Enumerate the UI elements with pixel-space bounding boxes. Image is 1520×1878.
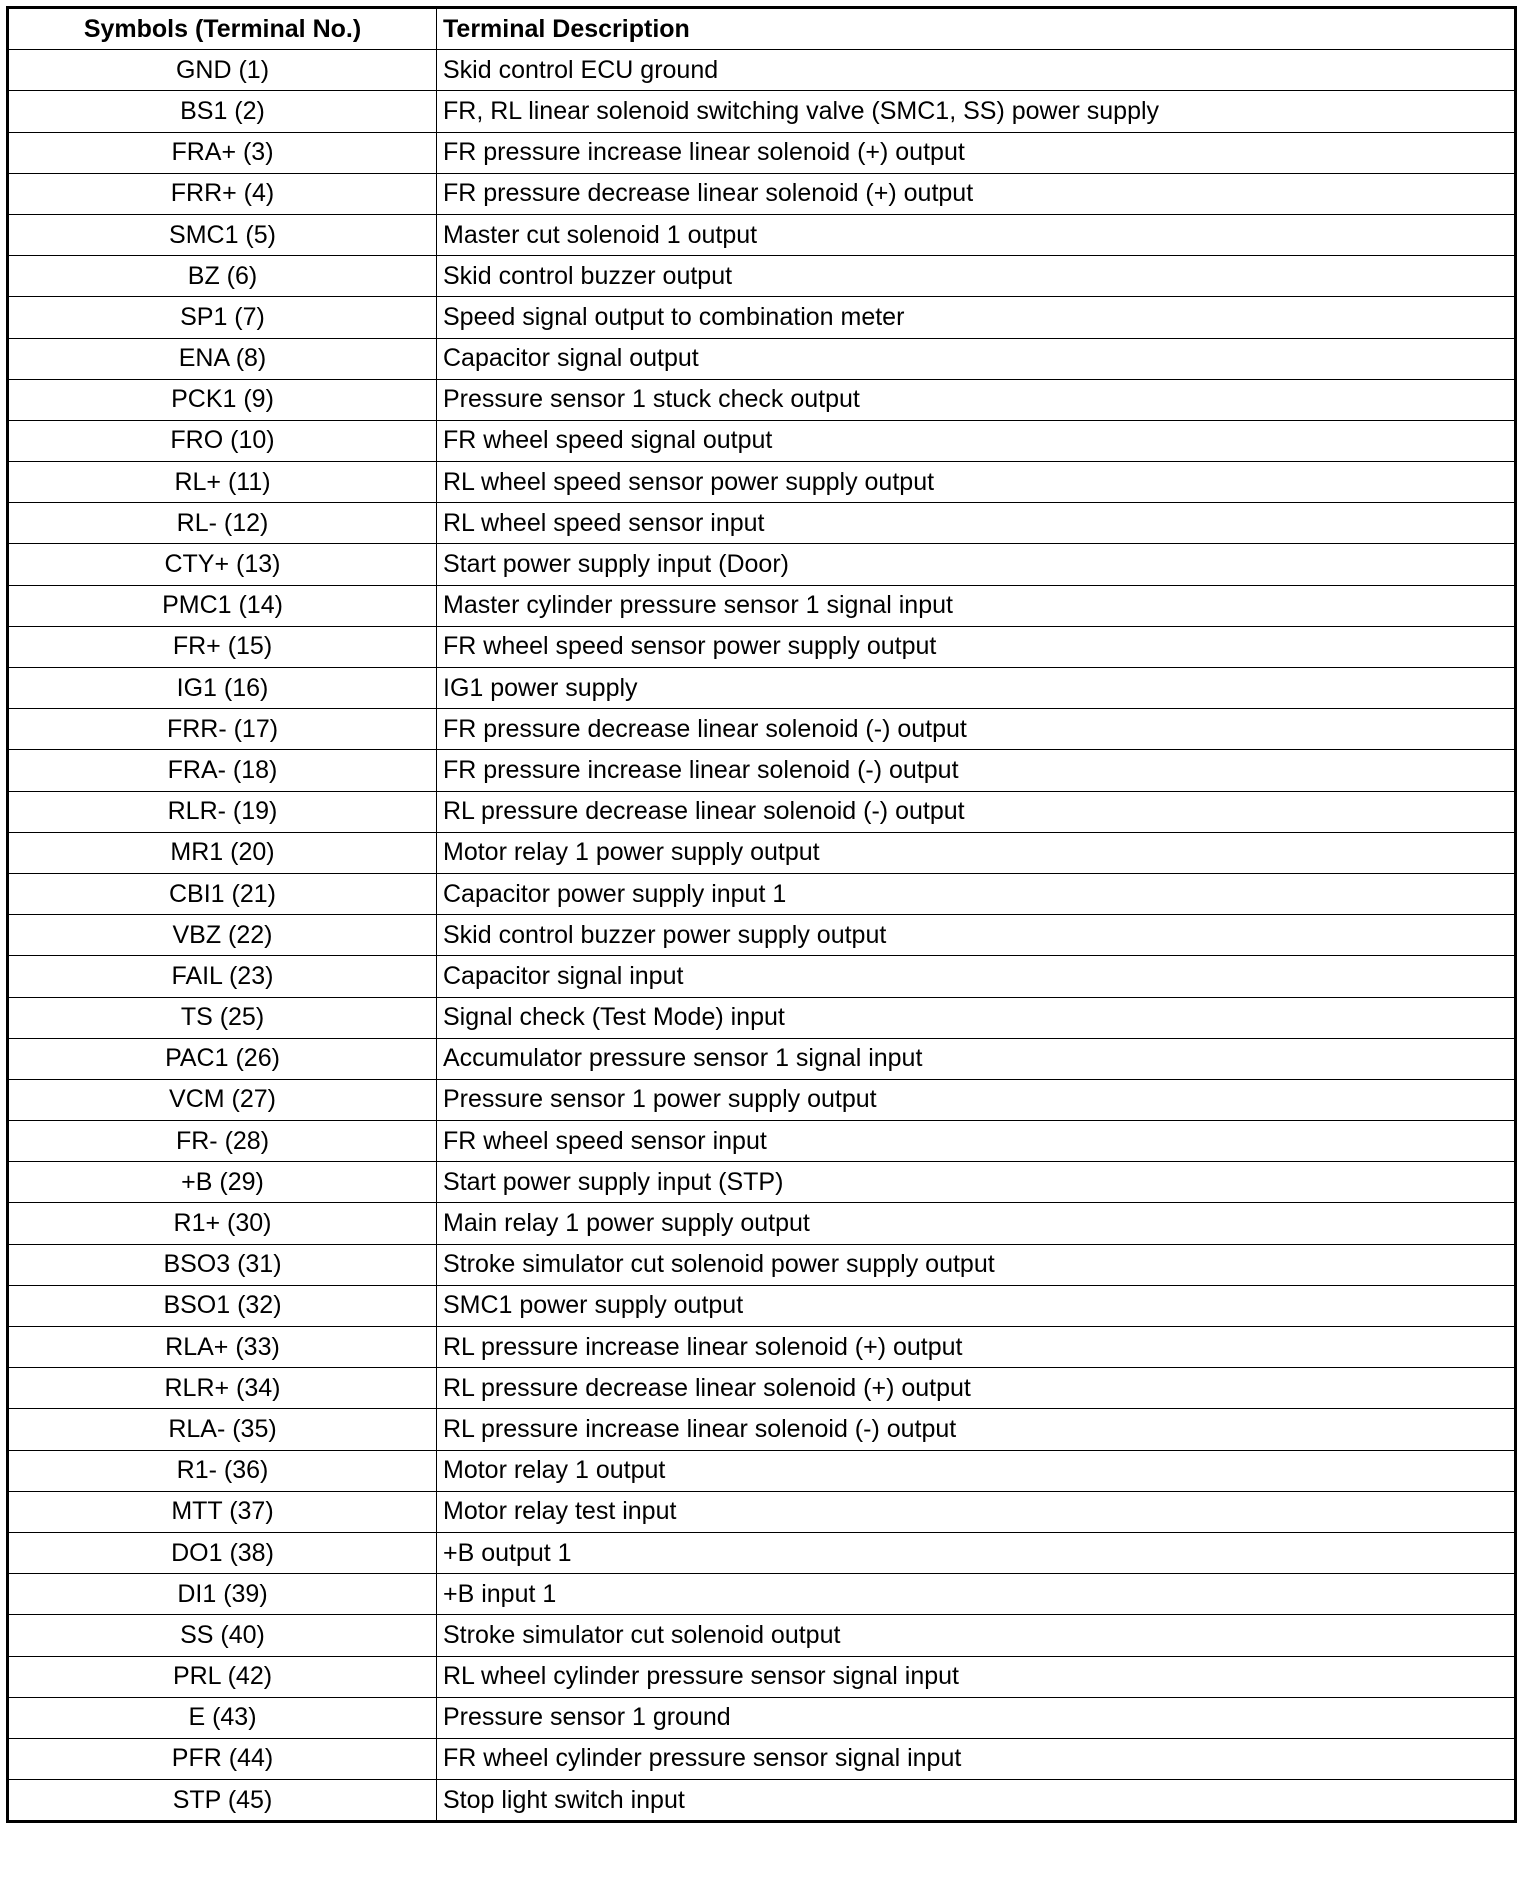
terminal-description-cell: RL pressure increase linear solenoid (+) output (437, 1327, 1516, 1368)
table-row (8, 1244, 1516, 1285)
terminal-description-cell: RL pressure decrease linear solenoid (-) output (437, 791, 1516, 832)
terminal-description-cell: Pressure sensor 1 ground (437, 1697, 1516, 1738)
terminal-symbol-cell: BZ (6) (8, 256, 437, 297)
terminal-symbol-cell: PFR (44) (8, 1738, 437, 1779)
terminal-symbol-cell: RL- (12) (8, 503, 437, 544)
terminal-symbol-cell: SMC1 (5) (8, 214, 437, 255)
terminal-symbol-cell: E (43) (8, 1697, 437, 1738)
table-row (8, 1532, 1516, 1573)
table-row (8, 668, 1516, 709)
table-header-row (8, 8, 1516, 50)
table-row (8, 1079, 1516, 1120)
table-row (8, 173, 1516, 214)
terminal-description-cell: FR wheel cylinder pressure sensor signal input (437, 1738, 1516, 1779)
table-row (8, 626, 1516, 667)
table-row (8, 297, 1516, 338)
terminal-symbol-cell: TS (25) (8, 997, 437, 1038)
terminal-description-cell: Start power supply input (Door) (437, 544, 1516, 585)
table-row (8, 1697, 1516, 1738)
terminal-symbol-cell: RLR- (19) (8, 791, 437, 832)
terminal-symbol-cell: SS (40) (8, 1615, 437, 1656)
terminal-description-cell: FR wheel speed signal output (437, 420, 1516, 461)
terminal-description-cell: Pressure sensor 1 stuck check output (437, 379, 1516, 420)
table-row (8, 956, 1516, 997)
table-row (8, 132, 1516, 173)
terminal-description-cell: Capacitor signal input (437, 956, 1516, 997)
table-row (8, 214, 1516, 255)
terminal-description-cell: RL wheel cylinder pressure sensor signal input (437, 1656, 1516, 1697)
terminal-symbol-cell: ENA (8) (8, 338, 437, 379)
terminal-symbol-cell: GND (1) (8, 50, 437, 91)
terminal-description-cell: FR wheel speed sensor power supply output (437, 626, 1516, 667)
terminal-description-cell: Motor relay test input (437, 1491, 1516, 1532)
terminal-description-cell: Master cylinder pressure sensor 1 signal input (437, 585, 1516, 626)
terminal-symbol-cell: CTY+ (13) (8, 544, 437, 585)
table-row (8, 338, 1516, 379)
terminal-description-cell: RL wheel speed sensor input (437, 503, 1516, 544)
terminal-symbol-cell: PAC1 (26) (8, 1038, 437, 1079)
terminal-symbol-cell: VCM (27) (8, 1079, 437, 1120)
terminal-symbol-cell: FRA+ (3) (8, 132, 437, 173)
terminal-symbol-cell: RLA+ (33) (8, 1327, 437, 1368)
terminal-table (6, 6, 1517, 1823)
terminal-symbol-cell: PRL (42) (8, 1656, 437, 1697)
table-row (8, 544, 1516, 585)
terminal-symbol-cell: DI1 (39) (8, 1574, 437, 1615)
terminal-description-cell: Accumulator pressure sensor 1 signal input (437, 1038, 1516, 1079)
terminal-symbol-cell: STP (45) (8, 1780, 437, 1822)
terminal-symbol-cell: VBZ (22) (8, 915, 437, 956)
table-row (8, 1038, 1516, 1079)
terminal-symbol-cell: +B (29) (8, 1162, 437, 1203)
terminal-symbol-cell: FRR+ (4) (8, 173, 437, 214)
terminal-symbol-cell: RLA- (35) (8, 1409, 437, 1450)
table-row (8, 873, 1516, 914)
table-row (8, 420, 1516, 461)
table-row (8, 503, 1516, 544)
terminal-symbol-cell: MR1 (20) (8, 832, 437, 873)
terminal-symbol-cell: FR+ (15) (8, 626, 437, 667)
table-row (8, 91, 1516, 132)
terminal-symbol-cell: BSO3 (31) (8, 1244, 437, 1285)
table-row (8, 1285, 1516, 1326)
terminal-description-cell: Pressure sensor 1 power supply output (437, 1079, 1516, 1120)
terminal-description-cell: Stroke simulator cut solenoid power supply output (437, 1244, 1516, 1285)
terminal-description-cell: Stop light switch input (437, 1780, 1516, 1822)
table-body (8, 50, 1516, 1822)
terminal-description-cell: Skid control buzzer output (437, 256, 1516, 297)
terminal-description-cell: Capacitor power supply input 1 (437, 873, 1516, 914)
terminal-symbol-cell: R1- (36) (8, 1450, 437, 1491)
terminal-description-cell: SMC1 power supply output (437, 1285, 1516, 1326)
table-row (8, 379, 1516, 420)
terminal-description-cell: RL wheel speed sensor power supply output (437, 462, 1516, 503)
description-column-header: Terminal Description (437, 8, 1516, 50)
terminal-symbol-cell: FRA- (18) (8, 750, 437, 791)
table-row (8, 256, 1516, 297)
terminal-symbol-cell: PMC1 (14) (8, 585, 437, 626)
table-row (8, 1491, 1516, 1532)
table-row (8, 462, 1516, 503)
table-row (8, 997, 1516, 1038)
terminal-description-cell: Capacitor signal output (437, 338, 1516, 379)
terminal-symbol-cell: FRO (10) (8, 420, 437, 461)
terminal-description-cell: RL pressure decrease linear solenoid (+) output (437, 1368, 1516, 1409)
symbol-column-header: Symbols (Terminal No.) (8, 8, 437, 50)
terminal-description-cell: FR wheel speed sensor input (437, 1121, 1516, 1162)
table-row (8, 50, 1516, 91)
table-row (8, 791, 1516, 832)
terminal-symbol-cell: BSO1 (32) (8, 1285, 437, 1326)
terminal-symbol-cell: RL+ (11) (8, 462, 437, 503)
table-row (8, 915, 1516, 956)
terminal-description-cell: +B output 1 (437, 1532, 1516, 1573)
terminal-description-cell: Skid control ECU ground (437, 50, 1516, 91)
terminal-description-cell: Speed signal output to combination meter (437, 297, 1516, 338)
terminal-description-cell: Stroke simulator cut solenoid output (437, 1615, 1516, 1656)
table-row (8, 1121, 1516, 1162)
terminal-symbol-cell: FR- (28) (8, 1121, 437, 1162)
table-row (8, 1780, 1516, 1822)
terminal-description-cell: Signal check (Test Mode) input (437, 997, 1516, 1038)
terminal-description-cell: Start power supply input (STP) (437, 1162, 1516, 1203)
table-row (8, 1656, 1516, 1697)
terminal-symbol-cell: MTT (37) (8, 1491, 437, 1532)
table-row (8, 1615, 1516, 1656)
terminal-description-cell: FR pressure increase linear solenoid (+) output (437, 132, 1516, 173)
terminal-symbol-cell: DO1 (38) (8, 1532, 437, 1573)
terminal-symbol-cell: PCK1 (9) (8, 379, 437, 420)
terminal-symbol-cell: R1+ (30) (8, 1203, 437, 1244)
table-row (8, 1574, 1516, 1615)
terminal-description-cell: Motor relay 1 output (437, 1450, 1516, 1491)
terminal-description-cell: RL pressure increase linear solenoid (-) output (437, 1409, 1516, 1450)
terminal-symbol-cell: RLR+ (34) (8, 1368, 437, 1409)
terminal-description-cell: Master cut solenoid 1 output (437, 214, 1516, 255)
terminal-description-cell: FR pressure increase linear solenoid (-) output (437, 750, 1516, 791)
terminal-description-cell: FR pressure decrease linear solenoid (+) output (437, 173, 1516, 214)
table-row (8, 1409, 1516, 1450)
terminal-description-cell: Main relay 1 power supply output (437, 1203, 1516, 1244)
table-row (8, 1738, 1516, 1779)
table-row (8, 832, 1516, 873)
terminal-symbol-cell: FAIL (23) (8, 956, 437, 997)
terminal-description-cell: Motor relay 1 power supply output (437, 832, 1516, 873)
terminal-symbol-cell: SP1 (7) (8, 297, 437, 338)
terminal-description-cell: Skid control buzzer power supply output (437, 915, 1516, 956)
table-row (8, 1162, 1516, 1203)
terminal-symbol-cell: FRR- (17) (8, 709, 437, 750)
table-row (8, 750, 1516, 791)
table-row (8, 709, 1516, 750)
table-row (8, 1327, 1516, 1368)
terminal-description-cell: FR pressure decrease linear solenoid (-) output (437, 709, 1516, 750)
terminal-symbol-cell: IG1 (16) (8, 668, 437, 709)
table-row (8, 1450, 1516, 1491)
terminal-description-cell: FR, RL linear solenoid switching valve (SMC1, SS) power supply (437, 91, 1516, 132)
table-row (8, 1368, 1516, 1409)
terminal-symbol-cell: BS1 (2) (8, 91, 437, 132)
table-row (8, 585, 1516, 626)
terminal-symbol-cell: CBI1 (21) (8, 873, 437, 914)
terminal-description-cell: IG1 power supply (437, 668, 1516, 709)
terminal-description-cell: +B input 1 (437, 1574, 1516, 1615)
table-row (8, 1203, 1516, 1244)
